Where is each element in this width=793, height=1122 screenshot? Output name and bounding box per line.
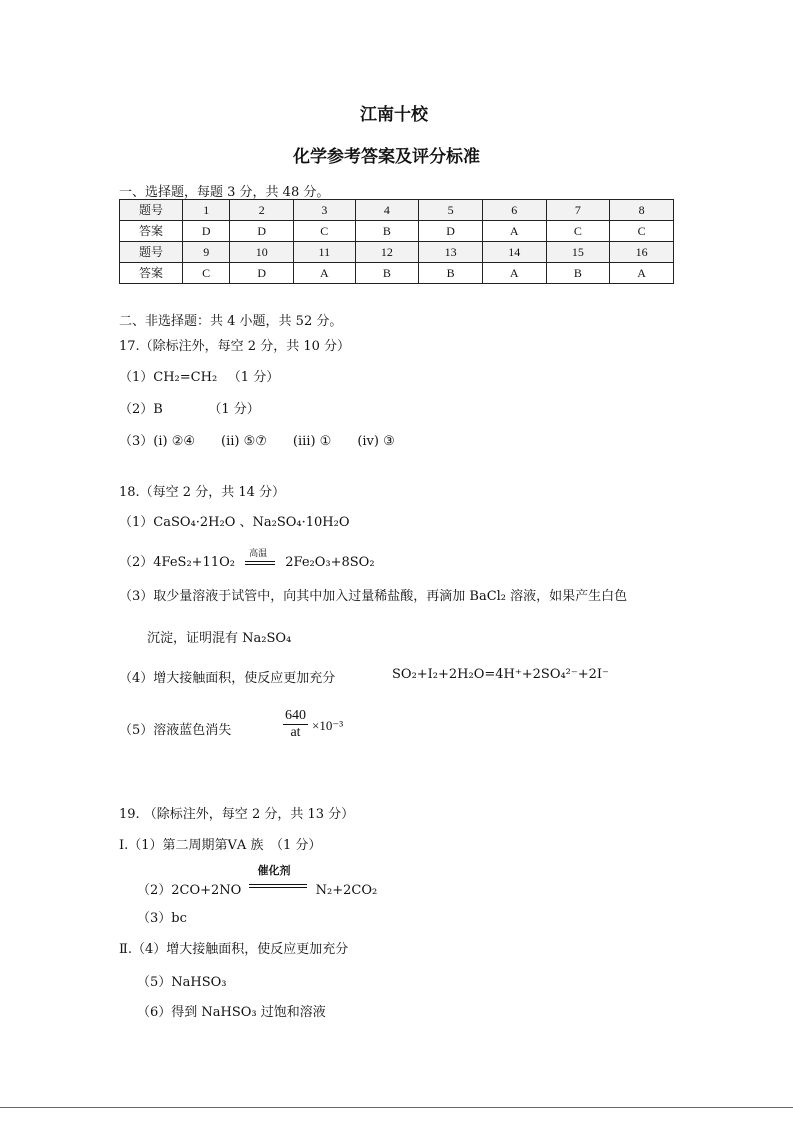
table-cell: 8 bbox=[610, 200, 674, 221]
table-cell: 3 bbox=[294, 200, 356, 221]
school-name: 江南十校 bbox=[360, 105, 428, 125]
table-cell: D bbox=[419, 221, 483, 242]
table-cell: A bbox=[294, 263, 356, 284]
section1-heading: 一、选择题，每题 3 分，共 48 分。 bbox=[119, 185, 330, 200]
q19-eq-left: （2）2CO+2NO bbox=[137, 883, 242, 898]
table-cell: A bbox=[610, 263, 674, 284]
q18-eq-right: 2Fe₂O₃+8SO₂ bbox=[285, 555, 375, 570]
q17-answer-2: （2）B （1 分） bbox=[119, 402, 260, 417]
q17-title: 17.（除标注外，每空 2 分，共 10 分） bbox=[119, 339, 351, 354]
q17-answer-3: （3）(ⅰ) ②④ (ⅱ) ⑤⑦ (ⅲ) ① (ⅳ) ③ bbox=[119, 434, 395, 449]
table-cell: D bbox=[230, 221, 294, 242]
table-cell: 1 bbox=[183, 200, 230, 221]
q18-answer-3-line2: 沉淀，证明混有 Na₂SO₄ bbox=[147, 631, 292, 646]
q18-answer-4-equation: SO₂+I₂+2H₂O=4H⁺+2SO₄²⁻+2I⁻ bbox=[392, 667, 609, 682]
table-cell: 5 bbox=[419, 200, 483, 221]
q18-fraction bbox=[283, 708, 308, 741]
table-cell: 2 bbox=[230, 200, 294, 221]
reaction-arrow bbox=[249, 864, 307, 894]
table-cell: 6 bbox=[482, 200, 546, 221]
q19-part-6: （6）得到 NaHSO₃ 过饱和溶液 bbox=[137, 1005, 326, 1020]
table-cell: D bbox=[230, 263, 294, 284]
table-cell: C bbox=[183, 263, 230, 284]
table-cell: 13 bbox=[419, 242, 483, 263]
table-cell: 14 bbox=[482, 242, 546, 263]
q19-part-1: Ⅰ.（1）第二周期第ⅤA 族 （1 分） bbox=[119, 838, 322, 853]
fraction-numerator: 640 bbox=[285, 708, 306, 723]
table-cell: C bbox=[610, 221, 674, 242]
fraction-denominator: at bbox=[290, 725, 301, 740]
answer-table bbox=[119, 199, 674, 284]
q19-part-3: （3）bc bbox=[137, 911, 187, 926]
table-row bbox=[120, 221, 674, 242]
table-cell: 10 bbox=[230, 242, 294, 263]
reaction-condition: 催化剂 bbox=[257, 864, 291, 877]
section2-heading: 二、非选择题：共 4 小题，共 52 分。 bbox=[119, 314, 343, 329]
table-cell: 答案 bbox=[120, 263, 183, 284]
fraction-multiplier: ×10⁻³ bbox=[312, 718, 344, 733]
q17-answer-1: （1）CH₂=CH₂ （1 分） bbox=[119, 370, 280, 385]
q18-answer-3-line1: （3）取少量溶液于试管中，向其中加入过量稀盐酸，再滴加 BaCl₂ 溶液，如果产生白色 bbox=[119, 589, 628, 604]
table-cell: 题号 bbox=[120, 242, 183, 263]
q18-answer-2 bbox=[119, 551, 375, 570]
q19-part-2 bbox=[137, 864, 378, 898]
table-cell: C bbox=[546, 221, 610, 242]
page-title: 化学参考答案及评分标准 bbox=[293, 147, 480, 167]
table-row bbox=[120, 200, 674, 221]
table-cell: 答案 bbox=[120, 221, 183, 242]
q19-part-5: （5）NaHSO₃ bbox=[137, 975, 227, 990]
table-cell: B bbox=[355, 221, 419, 242]
table-cell: D bbox=[183, 221, 230, 242]
table-cell: A bbox=[482, 221, 546, 242]
table-cell: 题号 bbox=[120, 200, 183, 221]
table-cell: B bbox=[546, 263, 610, 284]
table-cell: 9 bbox=[183, 242, 230, 263]
table-row bbox=[120, 263, 674, 284]
q18-answer-4-text: （4）增大接触面积，使反应更加充分 bbox=[119, 671, 336, 686]
table-cell: B bbox=[355, 263, 419, 284]
q18-title: 18.（每空 2 分，共 14 分） bbox=[119, 485, 286, 500]
q19-title: 19. （除标注外，每空 2 分，共 13 分） bbox=[119, 807, 355, 822]
q18-eq-left: （2）4FeS₂+11O₂ bbox=[119, 555, 235, 570]
page-divider bbox=[0, 1107, 793, 1108]
table-cell: 15 bbox=[546, 242, 610, 263]
q18-answer-5-text: （5）溶液蓝色消失 bbox=[119, 723, 232, 738]
table-cell: C bbox=[294, 221, 356, 242]
reaction-condition: 高温 bbox=[249, 549, 268, 559]
table-cell: 11 bbox=[294, 242, 356, 263]
q19-part-4: Ⅱ.（4）增大接触面积，使反应更加充分 bbox=[119, 942, 349, 957]
table-cell: A bbox=[482, 263, 546, 284]
table-cell: 16 bbox=[610, 242, 674, 263]
table-row bbox=[120, 242, 674, 263]
table-cell: 4 bbox=[355, 200, 419, 221]
table-cell: 12 bbox=[355, 242, 419, 263]
q19-eq-right: N₂+2CO₂ bbox=[315, 883, 378, 898]
table-cell: 7 bbox=[546, 200, 610, 221]
table-cell: B bbox=[419, 263, 483, 284]
reaction-arrow bbox=[243, 549, 277, 566]
q18-answer-1: （1）CaSO₄·2H₂O 、Na₂SO₄·10H₂O bbox=[119, 515, 350, 530]
